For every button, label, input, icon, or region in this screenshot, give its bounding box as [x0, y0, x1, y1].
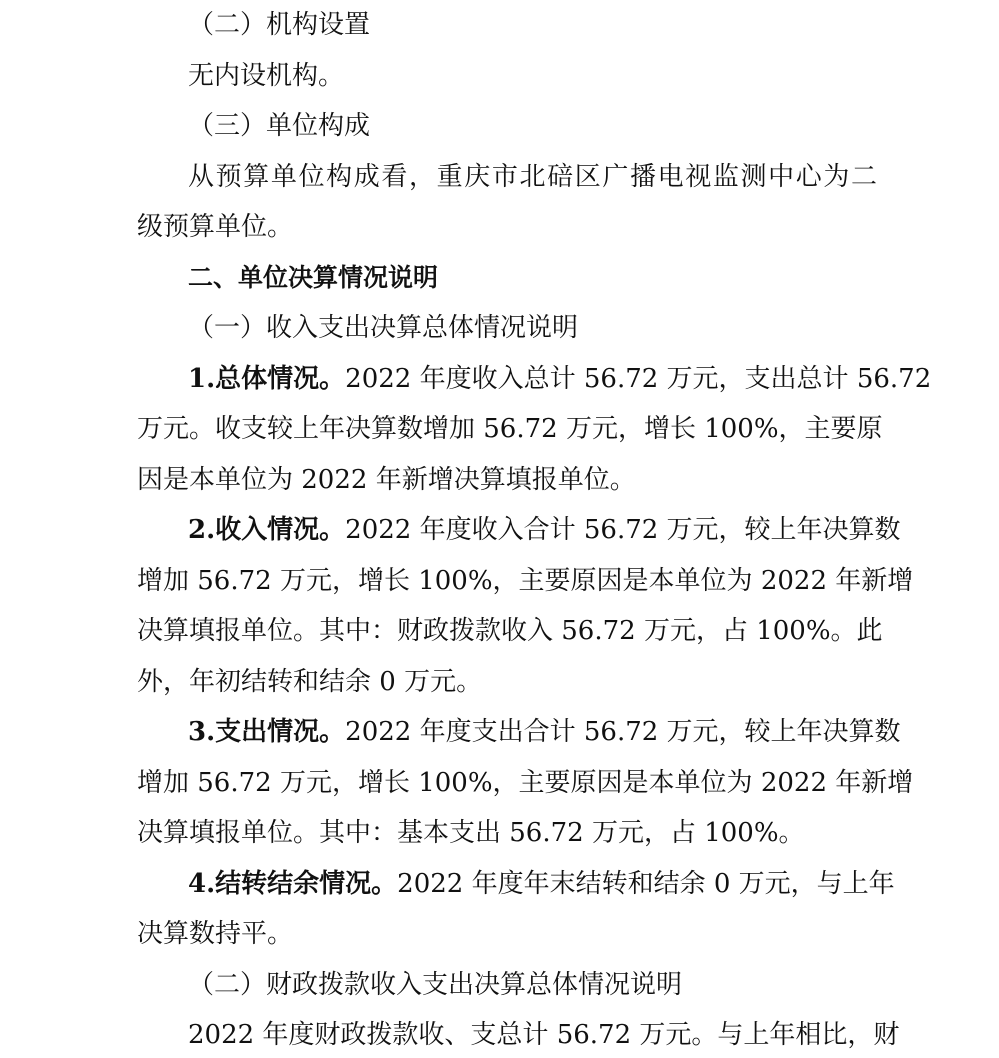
paragraph-line: 决算填报单位。其中：财政拨款收入 56.72 万元，占 100%。此 [137, 616, 883, 646]
subheading-unit-composition: （三）单位构成 [188, 111, 371, 141]
paragraph-line [188, 862, 895, 906]
subheading-fiscal-appropriation-overview: （二）财政拨款收入支出决算总体情况说明 [188, 970, 683, 1000]
item-text: 2022 年度支出合计 56.72 万元，较上年决算数 [345, 717, 901, 747]
item-label: 3.支出情况。 [188, 717, 346, 747]
paragraph-line [188, 357, 932, 401]
subheading-org-setup: （二）机构设置 [188, 10, 371, 40]
paragraph-line: 决算填报单位。其中：基本支出 56.72 万元，占 100%。 [137, 818, 805, 848]
section-heading: 二、单位决算情况说明 [188, 263, 439, 292]
item-text: 2022 年度收入合计 56.72 万元，较上年决算数 [345, 515, 901, 545]
paragraph-line: 2022 年度财政拨款收、支总计 56.72 万元。与上年相比，财 [188, 1020, 900, 1050]
item-text: 2022 年度收入总计 56.72 万元，支出总计 56.72 [345, 364, 932, 394]
paragraph-line [188, 710, 901, 754]
paragraph-line: 决算数持平。 [137, 919, 294, 949]
paragraph-line: 外，年初结转和结余 0 万元。 [137, 667, 483, 697]
paragraph-line: 因是本单位为 2022 年新增决算填报单位。 [137, 465, 636, 495]
item-text: 2022 年度年末结转和结余 0 万元，与上年 [397, 869, 895, 899]
paragraph-line [188, 508, 901, 552]
paragraph-line: 万元。收支较上年决算数增加 56.72 万元，增长 100%，主要原 [137, 414, 883, 444]
paragraph-line: 级预算单位。 [137, 212, 294, 242]
item-label: 4.结转结余情况。 [188, 869, 398, 899]
item-label: 2.收入情况。 [188, 515, 346, 545]
paragraph-line: 从预算单位构成看，重庆市北碚区广播电视监测中心为二 [188, 162, 877, 192]
paragraph-line: 增加 56.72 万元，增长 100%，主要原因是本单位为 2022 年新增 [137, 768, 914, 798]
paragraph-line: 无内设机构。 [188, 61, 345, 91]
paragraph-line: 增加 56.72 万元，增长 100%，主要原因是本单位为 2022 年新增 [137, 566, 914, 596]
subheading-income-expense-overview: （一）收入支出决算总体情况说明 [188, 313, 579, 343]
item-label: 1.总体情况。 [188, 364, 346, 394]
